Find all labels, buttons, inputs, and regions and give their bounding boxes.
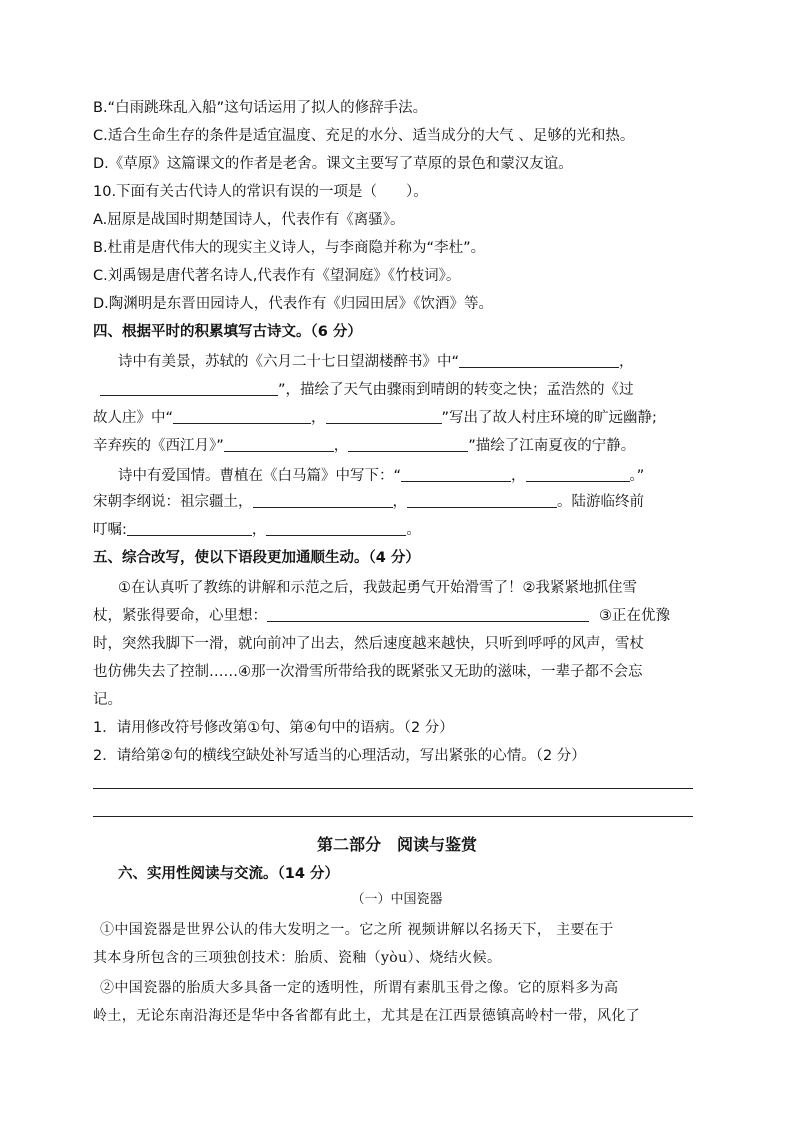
q10-option-b: B.杜甫是唐代伟大的现实主义诗人，与李商隐并称为“李杜”。 bbox=[93, 240, 486, 256]
poem-line-2: ”，描绘了天气由骤雨到晴朗的转变之快；孟浩然的《过 bbox=[100, 380, 634, 400]
answer-blank[interactable] bbox=[326, 408, 442, 424]
answer-blank[interactable] bbox=[224, 436, 334, 452]
part-2-title: 第二部分 阅读与鉴赏 bbox=[316, 835, 477, 854]
answer-blank[interactable] bbox=[407, 492, 557, 508]
paragraph-line: 杖，紧张得要命，心里想： ③正在优豫 bbox=[93, 608, 670, 624]
answer-blank[interactable] bbox=[348, 436, 468, 452]
q9-option-c: C.适合生命生存的条件是适宜温度、充足的水分、适当成分的大气 、足够的光和热。 bbox=[93, 128, 635, 144]
section-4-title: 四、根据平时的积累填写古诗文。（6 分） bbox=[93, 324, 362, 340]
paragraph-line: 也仿佛失去了控制……④那一次滑雪所带给我的既紧张又无助的滋味，一辈子都不会忘 bbox=[93, 664, 643, 680]
q9-option-b: B.“白雨跳珠乱入船”这句话运用了拟人的修辞手法。 bbox=[93, 100, 428, 116]
paragraph-line: 记。 bbox=[93, 692, 122, 708]
answer-blank[interactable] bbox=[100, 380, 278, 396]
article-line: 其本身所包含的三项独创技术：胎质、瓷釉（yòu）、烧结火候。 bbox=[93, 950, 502, 966]
poem-line-5: 诗中有爱国情。曹植在《白马篇》中写下：“ ， 。” bbox=[118, 468, 645, 484]
answer-blank[interactable] bbox=[173, 408, 311, 424]
answer-blank[interactable] bbox=[127, 520, 252, 536]
article-title: （一）中国瓷器 bbox=[351, 892, 443, 907]
poem-line-7: 叮嘱: ， 。 bbox=[93, 522, 421, 538]
answer-line[interactable] bbox=[93, 816, 693, 817]
article-line: 岭土，无论东南沿海还是华中各省都有此土，尤其是在江西景德镇高岭村一带，风化了 bbox=[93, 1008, 641, 1024]
article-line: ②中国瓷器的胎质大多具备一定的透明性，所谓有素肌玉骨之像。它的原料多为高 bbox=[100, 980, 619, 996]
answer-blank[interactable] bbox=[267, 606, 589, 622]
subquestion-1: 1．请用修改符号修改第①句、第④句中的语病。（2 分） bbox=[93, 720, 454, 736]
paragraph-line: 时，突然我脚下一滑，就向前冲了出去，然后速度越来越快，只听到呼呼的风声，雪杖 bbox=[93, 636, 644, 652]
poem-line-6: 宋朝李纲说：祖宗疆土， ， 。陆游临终前 bbox=[93, 494, 644, 510]
q10-option-c: C.刘禹锡是唐代著名诗人,代表作有《望洞庭》《竹枝词》。 bbox=[93, 268, 461, 284]
subquestion-2: 2．请给第②句的横线空缺处补写适当的心理活动，写出紧张的心情。（2 分） bbox=[93, 748, 586, 764]
answer-line[interactable] bbox=[93, 788, 693, 789]
section-5-title: 五、综合改写，使以下语段更加通顺生动。（4 分） bbox=[93, 550, 420, 566]
q10-stem: 10.下面有关古代诗人的常识有误的一项是（ ）。 bbox=[93, 184, 428, 200]
answer-blank[interactable] bbox=[526, 466, 630, 482]
article-line: ①中国瓷器是世界公认的伟大发明之一。它之所 视频讲解以名扬天下， 主要在于 bbox=[100, 922, 614, 938]
q9-option-d: D.《草原》这篇课文的作者是老舍。课文主要写了草原的景色和蒙汉友谊。 bbox=[93, 156, 573, 172]
section-6-title: 六、实用性阅读与交流。（14 分） bbox=[118, 866, 339, 882]
answer-blank[interactable] bbox=[401, 466, 511, 482]
poem-line-3: 故人庄》中“ ， ”写出了故人村庄环境的旷远幽静; bbox=[93, 410, 657, 426]
poem-line-1: 诗中有美景，苏轼的《六月二十七日望湖楼醉书》中“ ， bbox=[118, 354, 634, 370]
q10-option-a: A.屈原是战国时期楚国诗人，代表作有《离骚》。 bbox=[93, 212, 405, 228]
paragraph-line: ①在认真听了教练的讲解和示范之后，我鼓起勇气开始滑雪了！②我紧紧地抓住雪 bbox=[118, 580, 637, 596]
poem-line-4: 辛弃疾的《西江月》” ， ”描绘了江南夏夜的宁静。 bbox=[93, 438, 636, 454]
answer-blank[interactable] bbox=[266, 520, 406, 536]
answer-blank[interactable] bbox=[253, 492, 393, 508]
answer-blank[interactable] bbox=[459, 352, 619, 368]
q10-option-d: D.陶渊明是东晋田园诗人，代表作有《归园田居》《饮酒》等。 bbox=[93, 296, 494, 312]
